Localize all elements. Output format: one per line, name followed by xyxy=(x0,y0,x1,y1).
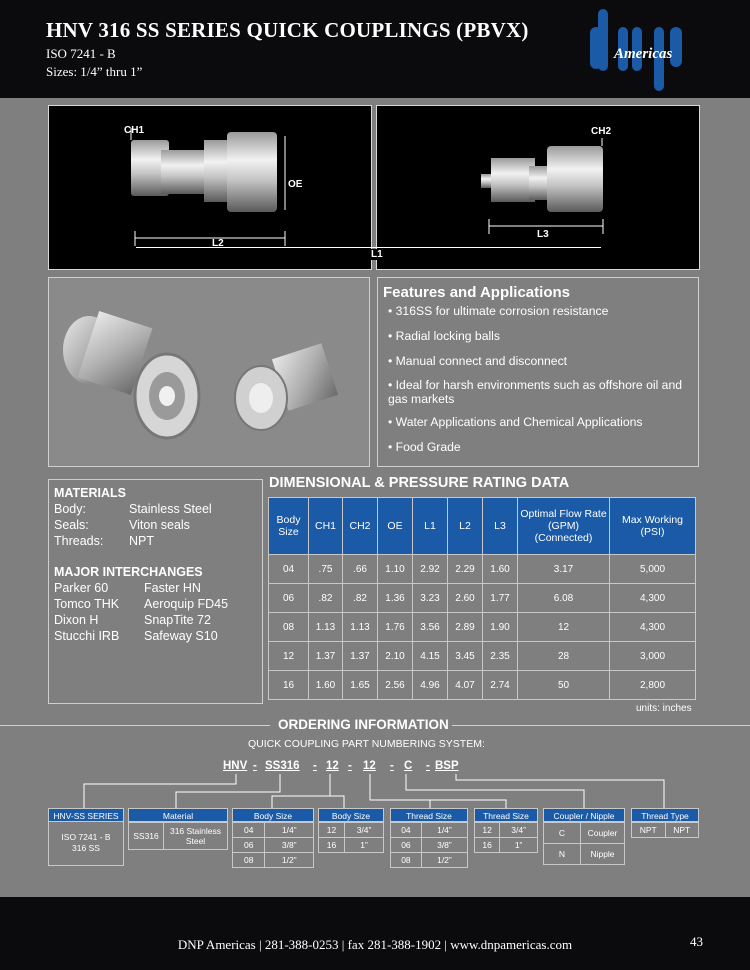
table-cell: 3,000 xyxy=(610,642,696,671)
interchange-b: SnapTite 72 xyxy=(144,613,211,627)
box-text: ISO 7241 - B xyxy=(61,832,111,842)
table-cell: 4.07 xyxy=(448,671,483,700)
table-cell: .82 xyxy=(343,584,378,613)
table-cell: 4,300 xyxy=(610,613,696,642)
table-cell: 28 xyxy=(518,642,610,671)
box-text: 3/4” xyxy=(500,823,538,838)
material-value: NPT xyxy=(129,534,154,548)
product-photo-panel xyxy=(48,277,370,467)
nipple-diagram-panel xyxy=(376,105,700,270)
table-cell: 1.60 xyxy=(309,671,343,700)
material-label: Threads: xyxy=(54,534,104,548)
feature-item: • Water Applications and Chemical Applications xyxy=(388,415,643,429)
table-cell: 1.13 xyxy=(309,613,343,642)
interchange-b: Aeroquip FD45 xyxy=(144,597,229,611)
pn-segment: 12 xyxy=(363,760,376,772)
ordering-title: ORDERING INFORMATION xyxy=(278,717,449,732)
table-cell: 1.60 xyxy=(483,555,518,584)
column-header: CH1 xyxy=(309,498,343,555)
materials-title: MATERIALS xyxy=(54,486,126,500)
nipple-diagram xyxy=(377,106,699,269)
column-header: L2 xyxy=(448,498,483,555)
box-header: Thread Size xyxy=(474,808,538,822)
table-cell: 1.37 xyxy=(309,642,343,671)
material-value: Stainless Steel xyxy=(129,502,212,516)
box-code: 06 xyxy=(391,838,422,853)
box-text: 3/8” xyxy=(421,838,467,853)
ordering-connectors xyxy=(0,770,750,810)
divider xyxy=(0,725,270,726)
box-code: 08 xyxy=(233,853,265,868)
box-code: SS316 xyxy=(129,823,164,850)
table-cell: 1.90 xyxy=(483,613,518,642)
table-cell: 12 xyxy=(269,642,309,671)
box-code: 04 xyxy=(391,823,422,838)
footer-contact: DNP Americas | 281-388-0253 | fax 281-388-1902 | www.dnpamericas.com xyxy=(177,937,573,952)
column-header: Optimal Flow Rate (GPM) (Connected) xyxy=(518,498,610,555)
table-cell: 06 xyxy=(269,584,309,613)
box-code: 08 xyxy=(391,853,422,868)
body-size-box-1 xyxy=(232,808,314,868)
box-text: 3/4” xyxy=(345,823,384,838)
material-value: Viton seals xyxy=(129,518,190,532)
l1-dimension-line xyxy=(136,247,601,248)
interchanges-title: MAJOR INTERCHANGES xyxy=(54,565,203,579)
pn-dash: - xyxy=(253,760,257,772)
box-text: 3/8” xyxy=(265,838,314,853)
coupler-diagram xyxy=(49,106,371,269)
table-cell: 2.56 xyxy=(378,671,413,700)
table-cell: 2.89 xyxy=(448,613,483,642)
table-cell: 2.60 xyxy=(448,584,483,613)
ordering-subtitle: QUICK COUPLING PART NUMBERING SYSTEM: xyxy=(248,738,485,750)
table-cell: .66 xyxy=(343,555,378,584)
table-cell: 4.15 xyxy=(413,642,448,671)
column-header: L1 xyxy=(413,498,448,555)
label-ch2: CH2 xyxy=(591,126,612,137)
box-code: 12 xyxy=(319,823,345,838)
table-cell: 3.56 xyxy=(413,613,448,642)
table-row xyxy=(269,584,696,613)
feature-item: • Radial locking balls xyxy=(388,329,500,343)
box-header: Body Size xyxy=(318,808,384,822)
sleeve xyxy=(227,132,277,212)
table-cell: 16 xyxy=(269,671,309,700)
thread-size-box-1 xyxy=(390,808,468,868)
box-text: 1” xyxy=(500,838,538,853)
table-row xyxy=(269,642,696,671)
column-header: Body Size xyxy=(269,498,309,555)
material-label: Body: xyxy=(54,502,86,516)
material-box xyxy=(128,808,228,850)
table-cell: 2.74 xyxy=(483,671,518,700)
box-header: HNV-SS SERIES xyxy=(48,808,124,822)
dimensional-title: DIMENSIONAL & PRESSURE RATING DATA xyxy=(269,475,570,491)
box-text: 1/4” xyxy=(421,823,467,838)
coupler-diagram-panel xyxy=(48,105,372,270)
box-text: 1” xyxy=(345,838,384,853)
table-cell: 1.13 xyxy=(343,613,378,642)
label-l3: L3 xyxy=(537,229,549,240)
nipple-hex xyxy=(547,146,603,212)
pn-dash: - xyxy=(426,760,430,772)
box-text: 1/4” xyxy=(265,823,314,838)
box-header: Coupler / Nipple xyxy=(543,808,625,822)
box-text: 316 SS xyxy=(72,843,100,853)
table-cell: 2.92 xyxy=(413,555,448,584)
box-code: C xyxy=(544,823,581,844)
table-row xyxy=(269,671,696,700)
label-oe: OE xyxy=(288,179,303,190)
pn-segment: HNV xyxy=(223,760,248,772)
table-cell: 4,300 xyxy=(610,584,696,613)
interchange-a: Dixon H xyxy=(54,613,99,627)
table-cell: 3.45 xyxy=(448,642,483,671)
box-code: N xyxy=(544,844,581,865)
box-text: 316 Stainless xyxy=(169,826,222,836)
table-cell: 5,000 xyxy=(610,555,696,584)
table-cell: 08 xyxy=(269,613,309,642)
table-cell: 6.08 xyxy=(518,584,610,613)
box-text: Nipple xyxy=(581,844,625,865)
box-code: 04 xyxy=(233,823,265,838)
page-number: 43 xyxy=(690,934,703,949)
box-code: 12 xyxy=(475,823,500,838)
interchange-b: Safeway S10 xyxy=(144,629,218,643)
table-cell: 04 xyxy=(269,555,309,584)
table-cell: 1.65 xyxy=(343,671,378,700)
box-header: Thread Type xyxy=(631,808,699,822)
box-text: Coupler xyxy=(581,823,625,844)
box-code: 06 xyxy=(233,838,265,853)
box-header: Body Size xyxy=(232,808,314,822)
box-text: Steel xyxy=(185,836,206,846)
label-l1: L1 xyxy=(368,249,386,260)
table-cell: .82 xyxy=(309,584,343,613)
label-l2: L2 xyxy=(212,238,224,249)
table-cell: 1.37 xyxy=(343,642,378,671)
table-cell: 50 xyxy=(518,671,610,700)
table-cell: 1.10 xyxy=(378,555,413,584)
feature-item: • Ideal for harsh environments such as offshore oil and gas markets xyxy=(388,378,682,406)
series-box xyxy=(48,808,124,866)
coupler-nipple-box xyxy=(543,808,625,865)
interchange-a: Stucchi IRB xyxy=(54,629,120,643)
table-cell: 2.35 xyxy=(483,642,518,671)
thread-type-box xyxy=(631,808,699,838)
feature-item: • Manual connect and disconnect xyxy=(388,354,568,368)
page-title: HNV 316 SS SERIES QUICK COUPLINGS (PBVX) xyxy=(46,18,529,42)
features-title: Features and Applications xyxy=(383,284,570,301)
material-label: Seals: xyxy=(54,518,89,532)
table-cell: 12 xyxy=(518,613,610,642)
table-cell: 2,800 xyxy=(610,671,696,700)
materials-panel xyxy=(48,479,263,704)
table-cell: 3.23 xyxy=(413,584,448,613)
divider xyxy=(452,725,750,726)
pn-segment: BSP xyxy=(435,760,459,772)
footer-bar xyxy=(0,897,750,970)
product-photo xyxy=(49,278,369,466)
interchange-a: Tomco THK xyxy=(54,597,120,611)
table-row xyxy=(269,613,696,642)
pn-segment: SS316 xyxy=(265,760,300,772)
svg-text:Americas: Americas xyxy=(614,46,673,62)
dnp-logo xyxy=(584,5,699,93)
table-cell: 4.96 xyxy=(413,671,448,700)
box-text: 1/2” xyxy=(265,853,314,868)
table-cell: 1.76 xyxy=(378,613,413,642)
pn-segment: C xyxy=(404,760,413,772)
thread-size-box-2 xyxy=(474,808,538,853)
body-size-box-2 xyxy=(318,808,384,853)
table-cell: 3.17 xyxy=(518,555,610,584)
column-header: OE xyxy=(378,498,413,555)
pn-dash: - xyxy=(313,760,317,772)
box-code: NPT xyxy=(632,823,666,838)
table-cell: 2.10 xyxy=(378,642,413,671)
feature-item: • Food Grade xyxy=(388,440,461,454)
table-cell: 1.36 xyxy=(378,584,413,613)
pn-dash: - xyxy=(348,760,352,772)
units-note: units: inches xyxy=(636,703,692,714)
interchange-a: Parker 60 xyxy=(54,581,109,595)
pn-dash: - xyxy=(390,760,394,772)
table-cell: .75 xyxy=(309,555,343,584)
features-panel xyxy=(377,277,699,467)
column-header: Max Working (PSI) xyxy=(610,498,696,555)
column-header: CH2 xyxy=(343,498,378,555)
table-cell: 1.77 xyxy=(483,584,518,613)
sizes-text: Sizes: 1/4” thru 1” xyxy=(46,64,143,79)
box-text: 1/2” xyxy=(421,853,467,868)
box-code: 16 xyxy=(475,838,500,853)
box-header: Thread Size xyxy=(390,808,468,822)
table-cell: 2.29 xyxy=(448,555,483,584)
pn-segment: 12 xyxy=(326,760,339,772)
feature-item: • 316SS for ultimate corrosion resistance xyxy=(388,304,609,318)
box-code: 16 xyxy=(319,838,345,853)
table-header-row xyxy=(269,498,696,555)
standard-text: ISO 7241 - B xyxy=(46,46,116,61)
table-row xyxy=(269,555,696,584)
interchange-b: Faster HN xyxy=(144,581,201,595)
box-text: NPT xyxy=(665,823,699,838)
column-header: L3 xyxy=(483,498,518,555)
label-ch1: CH1 xyxy=(124,125,145,136)
dimensional-table xyxy=(268,497,696,700)
box-header: Material xyxy=(128,808,228,822)
